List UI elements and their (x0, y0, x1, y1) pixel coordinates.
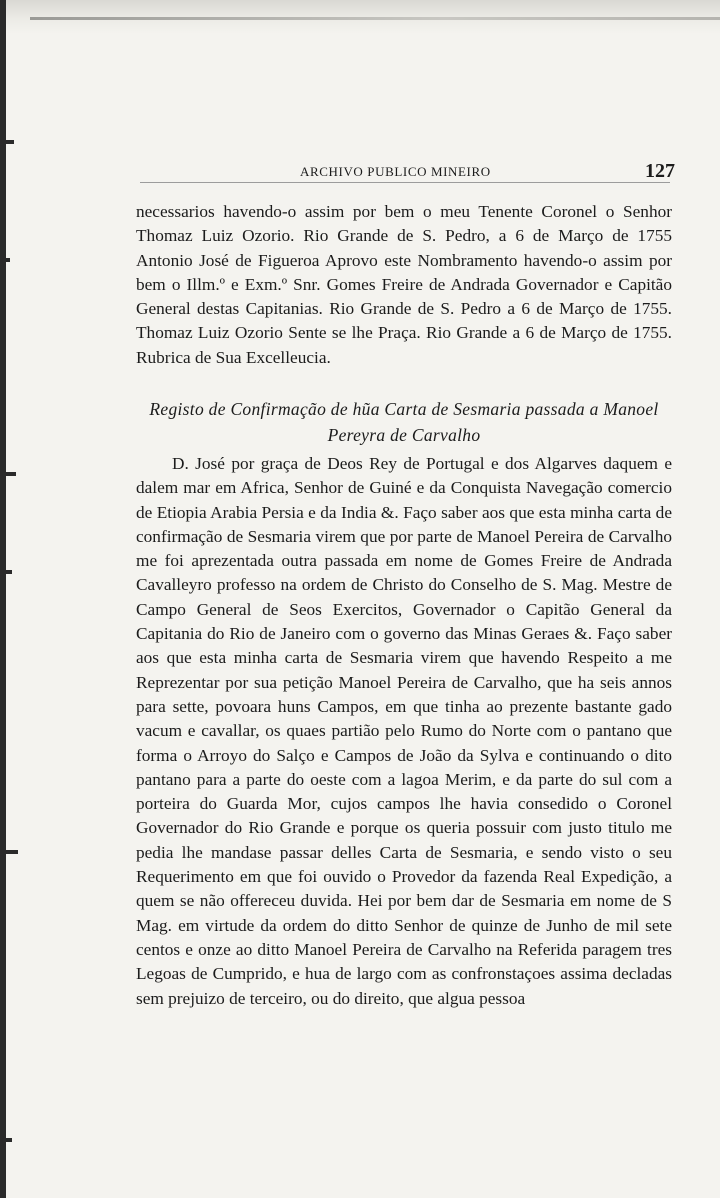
running-title: ARCHIVO PUBLICO MINEIRO (300, 164, 491, 179)
scan-edge-line (30, 17, 720, 20)
paragraph-body: D. José por graça de Deos Rey de Portugal e dos Algarves daquem e dalem mar em Africa, Senhor de Guiné e da Conquista Navegação comercio de Etiopia Arabia Persia e da India &. Faço saber aos que esta minha carta de confirmação de Sesmaria virem que por parte de Manoel Pereira de Carvalho me foi aprezentada outra passada em nome de Gomes Freire de Andrada Cavalleyro professo na ordem de Christo do Conselho de S. Mag. Mestre de Campo General de Seos Exercitos, Governador o Capitão General da Capitania do Rio de Janeiro com o governo das Minas Geraes &. Faço saber aos que esta minha carta de Sesmaria virem que havendo Respeito a me Reprezentar por sua petição Manoel Pereira de Carvalho, que ha seis annos para sette, povoara huns Campos, em que tinha ao prezente bastante gado vacum e cavallar, os quaes partião pelo Rumo do Norte com o pantano que forma o Arroyo do Salço e Campos de João da Sylva e continuando o dito pantano para a parte do oeste com a lagoa Merim, e da parte do sul com a porteira do Guarda Mor, cujos campos lhe havia consedido o Coronel Governador do Rio Grande e porque os queria possuir com justo titulo me pedia lhe mandase passar delles Carta de Sesmaria, e sendo visto o seu Requerimento em que foi ouvido o Provedor da fazenda Real Expedição, a quem se não offereceu duvida. Hei por bem dar de Sesmaria em nome de S Mag. em virtude da ordem do ditto Senhor de quinze de Junho de mil sete centos e onze ao ditto Manoel Pereira de Carvalho na Referida paragem tres Legoas de Cumprido, e hua de largo com as confronstaçoes assima decladas sem prejuizo de terceiro, ou do direito, que algua pessoa (136, 454, 672, 1008)
binding-mark (0, 850, 18, 854)
section-heading: Registo de Confirmação de hũa Carta de Sesmaria passada a Manoel Pereyra de Carvalho (149, 399, 659, 445)
binding-mark (0, 258, 10, 262)
page-number: 127 (645, 160, 675, 182)
header-rule (140, 182, 670, 183)
binding-mark (0, 472, 16, 476)
binding-mark (0, 570, 12, 574)
binding-mark (0, 1138, 12, 1142)
running-head (0, 160, 720, 190)
paragraph-continuation: necessarios havendo-o assim por bem o meu Tenente Coronel o Senhor Thomaz Luiz Ozorio. Rio Grande de S. Pedro, a 6 de Março de 1755 Antonio José de Figueroa Aprovo este Nombramento havendo-o assim por bem o Illm.º e Exm.º Snr. Gomes Freire de Andrada Governador e Capitão General destas Capitanias. Rio Grande de S. Pedro a 6 de Março de 1755. Thomaz Luiz Ozorio Sente se lhe Praça. Rio Grande a 6 de Março de 1755. Rubrica de Sua Excelleucia. (136, 202, 672, 367)
binding-mark (0, 140, 14, 144)
